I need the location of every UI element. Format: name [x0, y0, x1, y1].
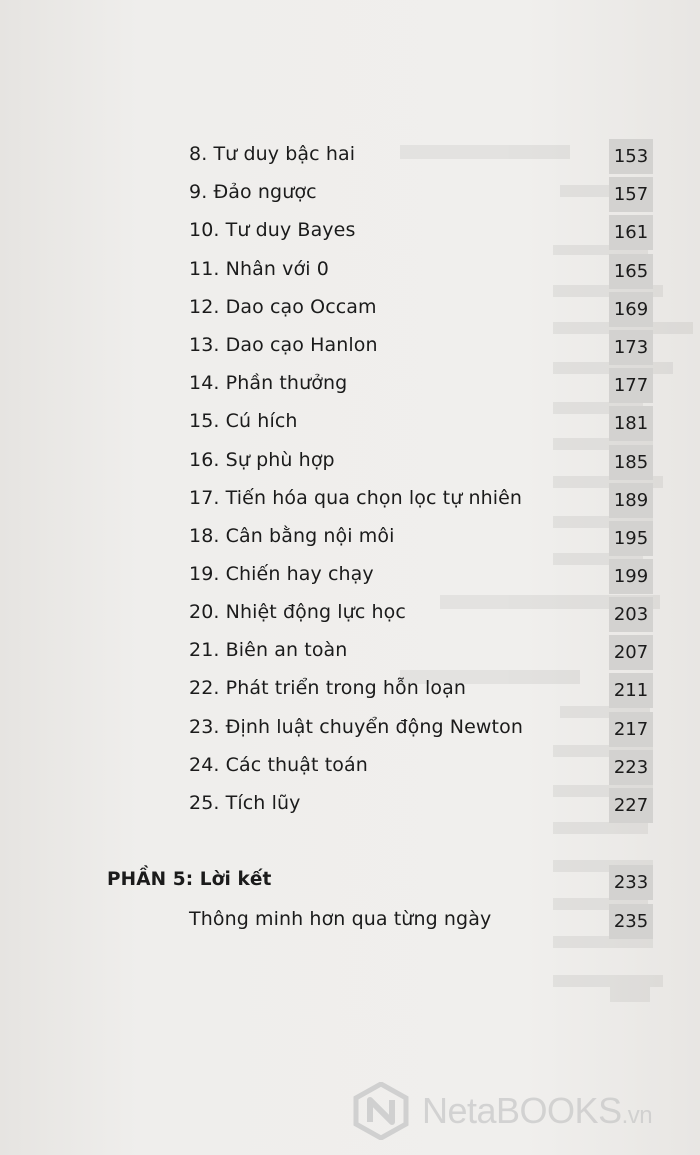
toc-entry	[0, 597, 700, 633]
toc-page-number: 173	[609, 330, 653, 365]
toc-entry	[0, 177, 700, 213]
toc-entry-title: 22. Phát triển trong hỗn loạn	[189, 677, 467, 699]
toc-entry-title: Thông minh hơn qua từng ngày	[189, 908, 492, 930]
toc-page-number: 227	[609, 788, 653, 823]
toc-entry	[0, 368, 700, 404]
toc-page-number: 185	[609, 445, 653, 480]
toc-page-number: 169	[609, 292, 653, 327]
watermark-suffix: .vn	[621, 1102, 653, 1129]
toc-entry-title: 10. Tư duy Bayes	[189, 219, 356, 241]
toc-entry	[0, 254, 700, 290]
toc-entry	[0, 292, 700, 328]
toc-entry-title: 14. Phần thưởng	[189, 372, 348, 394]
toc-entry	[0, 406, 700, 442]
toc-page-number: 223	[609, 750, 653, 785]
toc-page-number: 153	[609, 139, 653, 174]
toc-entry	[0, 445, 700, 481]
toc-entry-title: 15. Cú hích	[189, 410, 298, 432]
toc-entry-title: 18. Cân bằng nội môi	[189, 525, 395, 547]
toc-entry-title: 12. Dao cạo Occam	[189, 296, 377, 318]
toc-entry-title: 13. Dao cạo Hanlon	[189, 334, 378, 356]
toc-entry	[0, 139, 700, 175]
toc-page-number: 207	[609, 635, 653, 670]
toc-page-number: 177	[609, 368, 653, 403]
netabooks-logo-icon	[352, 1082, 410, 1140]
toc-entry-title: 17. Tiến hóa qua chọn lọc tự nhiên	[189, 487, 523, 509]
toc-entry-title: 25. Tích lũy	[189, 792, 301, 814]
toc-entry-title: 23. Định luật chuyển động Newton	[189, 716, 523, 738]
toc-entry	[0, 712, 700, 748]
toc-page-number: 233	[609, 865, 653, 900]
watermark-text	[422, 1090, 652, 1132]
toc-entry-title: 9. Đảo ngược	[189, 181, 317, 203]
toc-page-number: 195	[609, 521, 653, 556]
toc-page-number: 203	[609, 597, 653, 632]
toc-page-number: 165	[609, 254, 653, 289]
toc-page-number: 199	[609, 559, 653, 594]
watermark-logo	[352, 1082, 692, 1142]
toc-page-number: 161	[609, 215, 653, 250]
toc-page-number: 217	[609, 712, 653, 747]
toc-entry-title: 19. Chiến hay chạy	[189, 563, 374, 585]
toc-page-number: 211	[609, 673, 653, 708]
toc-entry	[0, 673, 700, 709]
toc-entry-title: 24. Các thuật toán	[189, 754, 368, 776]
toc-entry	[0, 483, 700, 519]
section-title: PHẦN 5: Lời kết	[107, 869, 272, 890]
toc-page-number: 189	[609, 483, 653, 518]
toc-entry	[0, 215, 700, 251]
watermark-brand: NetaBOOKS	[422, 1090, 622, 1131]
toc-entry	[0, 904, 700, 940]
toc-entry-title: 16. Sự phù hợp	[189, 449, 335, 471]
toc-entry-title: 21. Biên an toàn	[189, 639, 348, 661]
toc-entry-title: 11. Nhân với 0	[189, 258, 329, 280]
toc-entry	[0, 559, 700, 595]
toc-entry	[0, 330, 700, 366]
toc-entry-title: 20. Nhiệt động lực học	[189, 601, 406, 623]
toc-section-heading	[0, 865, 700, 901]
toc-page-number: 181	[609, 406, 653, 441]
toc-page-number: 157	[609, 177, 653, 212]
toc-entry	[0, 750, 700, 786]
toc-entry-title: 8. Tư duy bậc hai	[189, 143, 356, 165]
toc-entry	[0, 521, 700, 557]
toc-page-number: 235	[609, 904, 653, 939]
toc-entry	[0, 635, 700, 671]
toc-entry	[0, 788, 700, 824]
